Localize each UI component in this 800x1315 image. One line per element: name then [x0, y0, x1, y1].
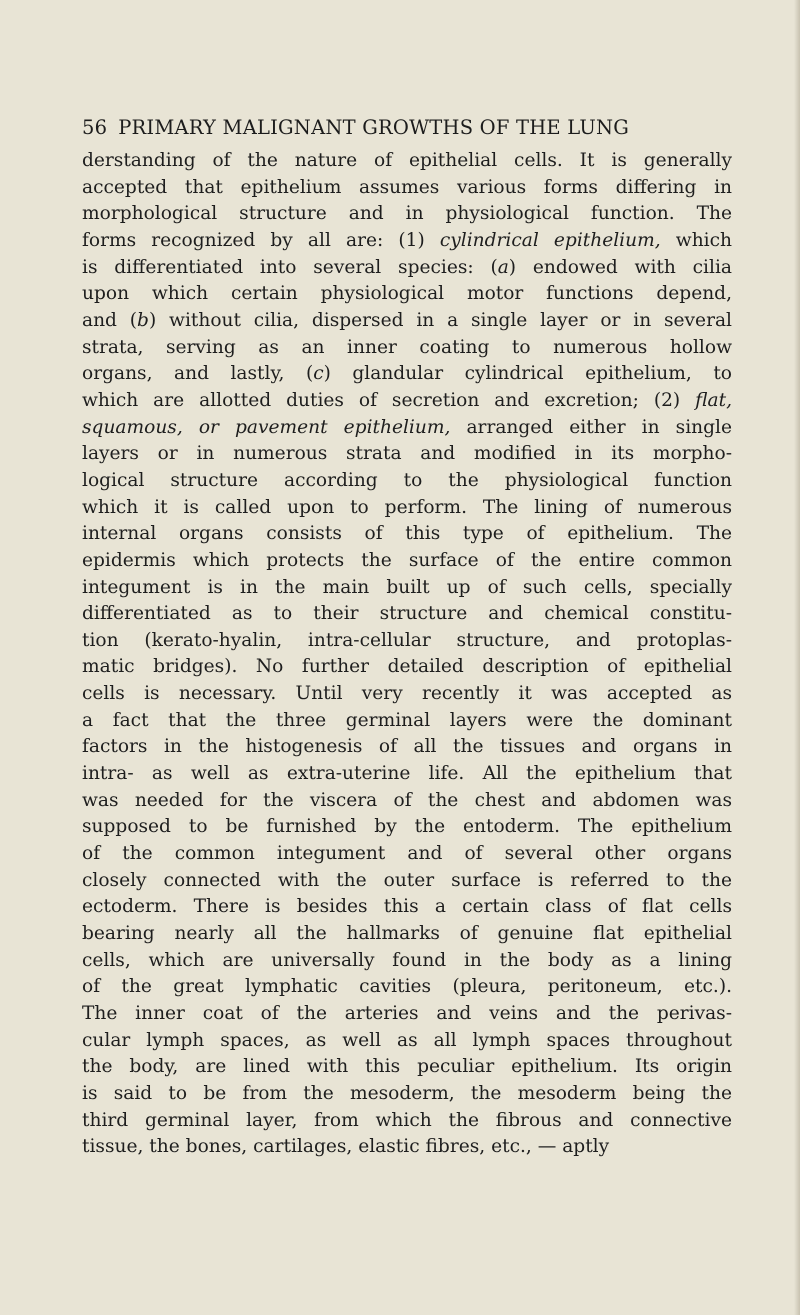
text-line: forms recognized by all are: (1) cylindrical epithelium, which	[82, 229, 732, 251]
text-line: a fact that the three germinal layers were the dominant	[82, 709, 732, 731]
text-line: tissue, the bones, cartilages, elastic fibres, etc., — aptly	[82, 1136, 610, 1158]
page-number: 56	[82, 116, 108, 139]
text-line: of the common integument and of several other organs	[82, 843, 732, 865]
text-line: is said to be from the mesoderm, the mesoderm being the	[82, 1082, 732, 1104]
text-line: was needed for the viscera of the chest and abdomen was	[82, 789, 732, 811]
text-line: organs, and lastly, (c) glandular cylindrical epithelium, to	[82, 363, 732, 385]
text-line: strata, serving as an inner coating to numerous hollow	[82, 336, 732, 358]
text-line: supposed to be furnished by the entoderm. The epithelium	[82, 816, 732, 838]
text-line: layers or in numerous strata and modified in its morpho-	[82, 443, 732, 465]
text-line: factors in the histogenesis of all the tissues and organs in	[82, 736, 732, 758]
text-line: tion (kerato-hyalin, intra-cellular structure, and protoplas-	[82, 629, 732, 651]
text-line: logical structure according to the physiological function	[82, 469, 732, 491]
text-line: cells is necessary. Until very recently it was accepted as	[82, 683, 732, 705]
text-line: which it is called upon to perform. The lining of numerous	[82, 496, 732, 518]
italic-term: b	[137, 309, 149, 331]
italic-term: cylindrical epithelium,	[439, 229, 661, 251]
running-head	[82, 116, 702, 139]
italic-term: c	[313, 363, 324, 385]
text-line: epidermis which protects the surface of the entire common	[82, 549, 732, 571]
text-line: cells, which are universally found in the body as a lining	[82, 949, 732, 971]
text-line: cular lymph spaces, as well as all lymph spaces throughout	[82, 1029, 732, 1051]
text-line: and (b) without cilia, dispersed in a single layer or in several	[82, 309, 732, 331]
text-line: integument is in the main built up of such cells, specially	[82, 576, 732, 598]
text-line: The inner coat of the arteries and veins and the perivas-	[82, 1003, 732, 1024]
text-line: of the great lymphatic cavities (pleura, peritoneum, etc.).	[82, 976, 732, 998]
italic-term: a	[497, 256, 509, 278]
body-paragraph	[82, 148, 732, 1161]
text-line: derstanding of the nature of epithelial cells. It is generally	[82, 150, 732, 171]
text-line: is differentiated into several species: (a) endowed with cilia	[82, 256, 732, 278]
italic-term: squamous, or pavement epithelium,	[82, 416, 451, 438]
text-line: differentiated as to their structure and chemical constitu-	[82, 603, 732, 625]
text-line: morphological structure and in physiological function. The	[82, 203, 732, 225]
italic-term: flat,	[695, 389, 732, 411]
text-line: ectoderm. There is besides this a certain class of flat cells	[82, 896, 732, 918]
text-line: bearing nearly all the hallmarks of genuine flat epithelial	[82, 923, 732, 945]
text-line: matic bridges). No further detailed description of epithelial	[82, 656, 732, 678]
text-line: the body, are lined with this peculiar epithelium. Its origin	[82, 1056, 732, 1078]
text-line: closely connected with the outer surface is referred to the	[82, 869, 732, 891]
text-line: intra- as well as extra-uterine life. All the epithelium that	[82, 763, 732, 785]
text-line: upon which certain physiological motor functions depend,	[82, 283, 732, 305]
page-edge-shadow	[794, 0, 800, 1315]
text-line: third germinal layer, from which the fibrous and connective	[82, 1109, 732, 1131]
text-line: internal organs consists of this type of epithelium. The	[82, 523, 732, 545]
running-title: PRIMARY MALIGNANT GROWTHS OF THE LUNG	[118, 116, 629, 139]
text-line: squamous, or pavement epithelium, arranged either in single	[82, 416, 732, 438]
text-line: which are allotted duties of secretion and excretion; (2) flat,	[82, 389, 732, 411]
text-line: accepted that epithelium assumes various forms differing in	[82, 176, 732, 198]
